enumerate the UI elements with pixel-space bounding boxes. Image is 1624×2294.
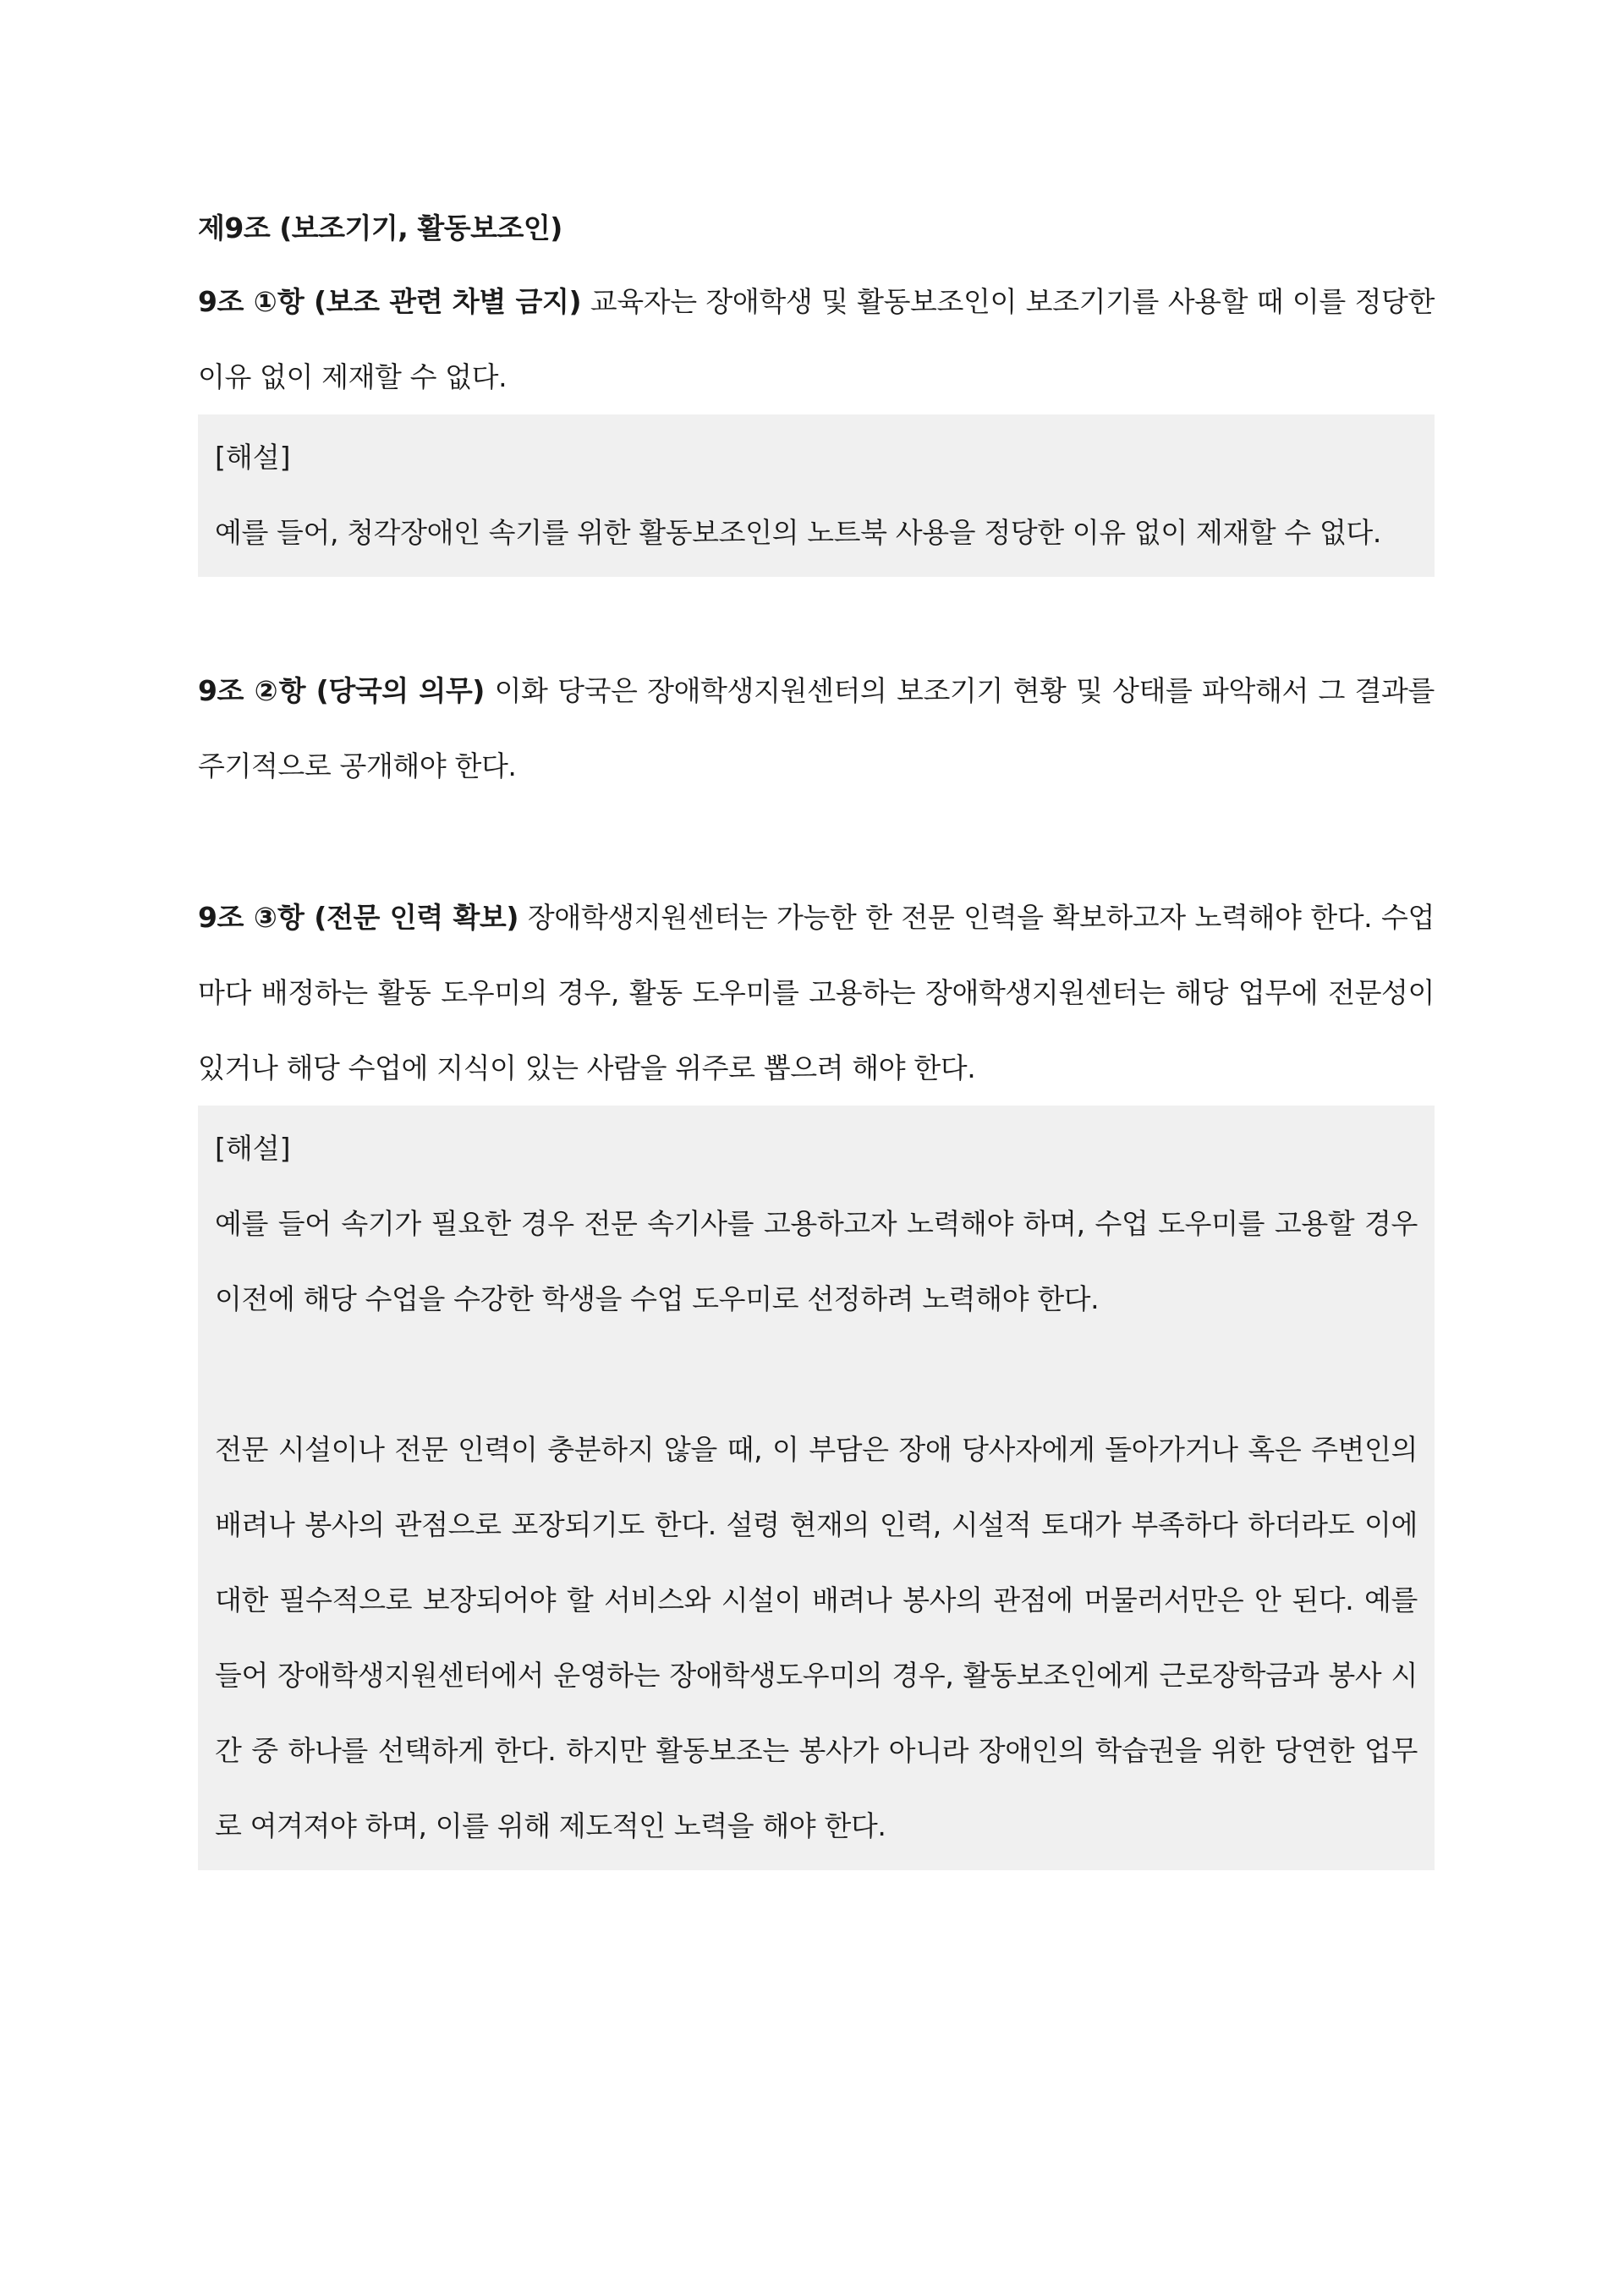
commentary-label: [해설] [215,1132,291,1165]
clause-2-heading: 9조 ②항 (당국의 의무) [198,674,485,707]
clause-2 [198,653,1435,804]
commentary-text: 예를 들어, 청각장애인 속기를 위한 활동보조인의 노트북 사용을 정당한 이유 없이 제재할 수 없다. [215,516,1381,549]
clause-3-text: 장애학생지원센터는 가능한 한 전문 인력을 확보하고자 노력해야 한다. 수업마다 배정하는 활동 도우미의 경우, 활동 도우미를 고용하는 장애학생지원센터는 해당 업무에 전문성이 있거나 해당 수업에 지식이 있는 사람을 위주로 뽑으려 해야 한다. [198,901,1435,1084]
clause-1 [198,264,1435,414]
clause-3-heading: 9조 ③항 (전문 인력 확보) [198,901,519,934]
clause-1-commentary-box [198,414,1435,577]
clause-3-commentary-box [198,1106,1435,1870]
article-title: 제9조 (보조기기, 활동보조인) [198,211,562,244]
commentary-text: 예를 들어 속기가 필요한 경우 전문 속기사를 고용하고자 노력해야 하며, 수업 도우미를 고용할 경우 이전에 해당 수업을 수강한 학생을 수업 도우미로 선정하려 노력해야 한다. [215,1207,1418,1315]
clause-1-heading: 9조 ①항 (보조 관련 차별 금지) [198,285,582,318]
document-page [198,203,1435,1870]
clause-1-text: 교육자는 장애학생 및 활동보조인이 보조기기를 사용할 때 이를 정당한 이유 없이 제재할 수 없다. [198,285,1435,393]
paragraph-spacer [215,1336,1418,1412]
commentary-text: 전문 시설이나 전문 인력이 충분하지 않을 때, 이 부담은 장애 당사자에게 돌아가거나 혹은 주변인의 배려나 봉사의 관점으로 포장되기도 한다. 설령 현재의 인력, 시설적 토대가 부족하다 하더라도 이에 대한 필수적으로 보장되어야 할 서비스와 시설이 배려나 봉사의 관점에 머물러서만은 안 된다. 예를 들어 장애학생지원센터에서 운영하는 장애학생도우미의 경우, 활동보조인에게 근로장학금과 봉사 시간 중 하나를 선택하게 한다. 하지만 활동보조는 봉사가 아니라 장애인의 학습권을 위한 당연한 업무로 여겨져야 하며, 이를 위해 제도적인 노력을 해야 한다. [215,1433,1418,1842]
clause-3 [198,880,1435,1106]
section-spacer [198,804,1435,880]
commentary-label: [해설] [215,441,291,474]
section-spacer [198,577,1435,653]
clause-2-text: 이화 당국은 장애학생지원센터의 보조기기 현황 및 상태를 파악해서 그 결과를 주기적으로 공개해야 한다. [198,674,1435,782]
